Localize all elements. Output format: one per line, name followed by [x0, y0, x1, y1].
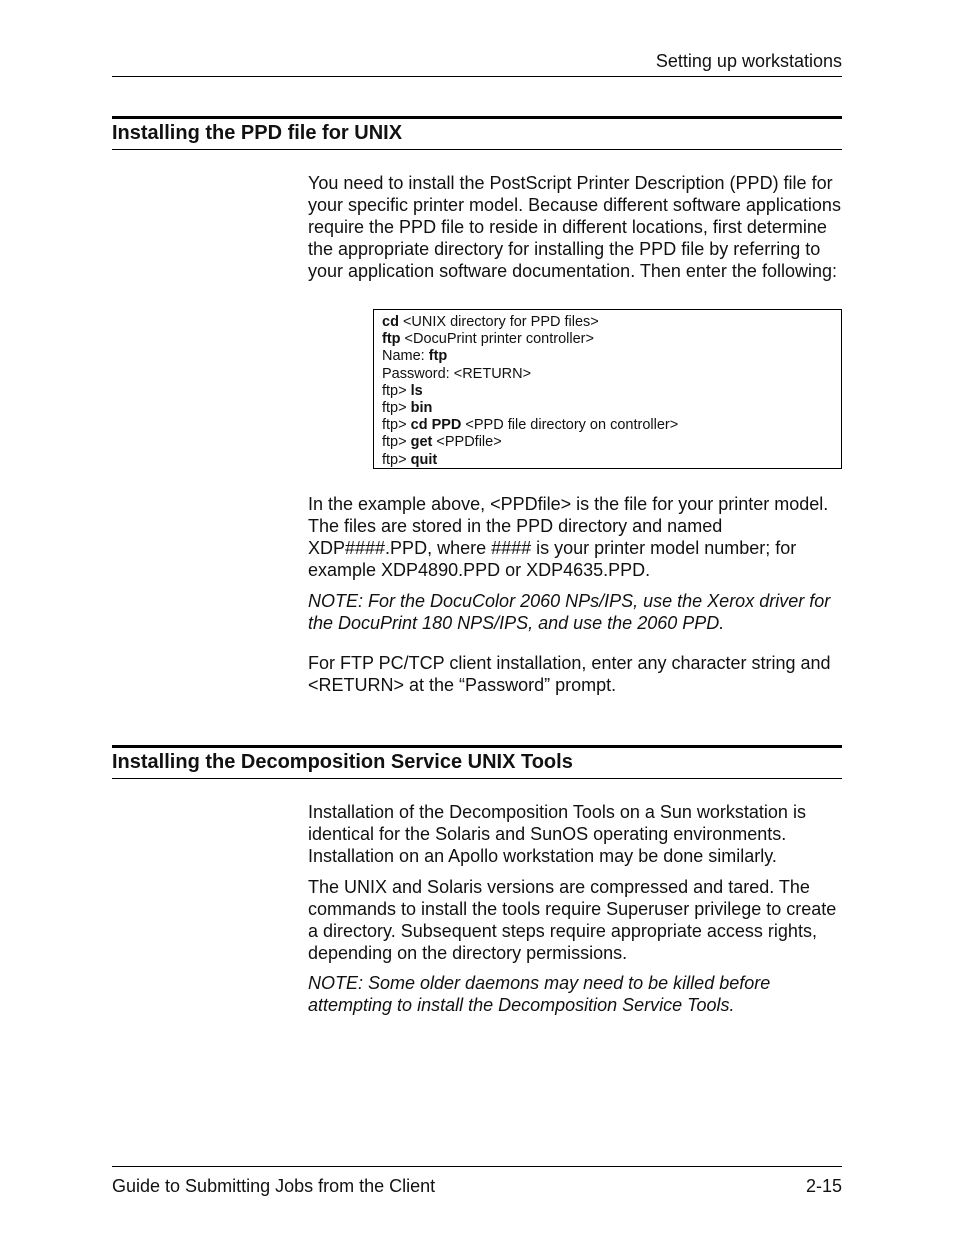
ftp-client-note-text: For FTP PC/TCP client installation, enter any character string and <RETURN> at the “Password” prompt. — [308, 653, 831, 695]
decomp-note-text: NOTE: Some older daemons may need to be killed before attempting to install the Decomposition Service Tools. — [308, 973, 771, 1015]
code-line — [382, 366, 833, 383]
code-argument: <PPDfile> — [432, 434, 502, 451]
section-top-rule — [112, 116, 842, 119]
code-command: cd — [382, 314, 399, 330]
ppd-note — [308, 590, 848, 634]
decomp-note — [308, 972, 848, 1016]
page-number: 2-15 — [805, 1176, 842, 1196]
section-bottom-rule — [112, 149, 842, 150]
ppd-note-text: NOTE: For the DocuColor 2060 NPs/IPS, use the Xerox driver for the DocuPrint 180 NPS/IPS, and use the 2060 PPD. — [308, 591, 831, 633]
decomp-paragraph-1 — [308, 801, 848, 867]
ppd-explanation-text: In the example above, <PPDfile> is the file for your printer model. The files are stored in the PPD directory and named XDP####.PPD, where #### is your printer model number; for example XDP4890.PPD or XDP4635.PPD. — [308, 494, 829, 580]
code-line — [382, 383, 833, 400]
ftp-client-note — [308, 652, 848, 696]
code-line — [382, 314, 833, 331]
ppd-intro-text: You need to install the PostScript Printer Description (PPD) file for your specific printer model. Because different software applications require the PPD file to reside in different locations, first determine the appropriate directory for installing the PPD file by referring to your application software documentation. Then enter the following: — [308, 173, 841, 281]
section-bottom-rule — [112, 778, 842, 779]
ppd-explanation — [308, 493, 848, 581]
decomp-paragraph-2-text: The UNIX and Solaris versions are compressed and tared. The commands to install the tools require Superuser privilege to create a directory. Subsequent steps require appropriate access rights, depending on the directory permissions. — [308, 877, 837, 963]
code-line — [382, 400, 833, 417]
code-prompt: Name: — [382, 348, 429, 365]
header-rule — [112, 76, 842, 77]
code-prompt: ftp> — [382, 382, 411, 399]
code-lines — [382, 314, 833, 469]
section-heading-ppd: Installing the PPD file for UNIX — [112, 122, 403, 144]
code-line — [382, 417, 833, 434]
running-header: Setting up workstations — [655, 51, 842, 71]
footer-rule — [112, 1166, 842, 1167]
section-heading-decomposition: Installing the Decomposition Service UNIX Tools — [112, 751, 573, 773]
ftp-command-box — [373, 309, 842, 469]
code-command: cd PPD — [410, 417, 462, 434]
code-prompt: ftp> — [382, 434, 411, 451]
section-top-rule — [112, 745, 842, 748]
code-command: ls — [410, 382, 423, 399]
code-line — [382, 452, 833, 469]
code-argument: <DocuPrint printer controller> — [400, 331, 594, 348]
code-line — [382, 434, 833, 451]
code-prompt: Password: <RETURN> — [382, 365, 532, 382]
footer-title: Guide to Submitting Jobs from the Client — [112, 1176, 436, 1196]
decomp-paragraph-2 — [308, 876, 848, 964]
code-prompt: ftp> — [382, 400, 411, 417]
decomp-paragraph-1-text: Installation of the Decomposition Tools on a Sun workstation is identical for the Solaris and SunOS operating environments. Installation on an Apollo workstation may be done similarly. — [308, 802, 806, 866]
ppd-intro-paragraph — [308, 172, 848, 282]
code-line — [382, 348, 833, 365]
code-command: ftp — [428, 348, 448, 365]
code-command: bin — [410, 400, 433, 417]
code-line — [382, 331, 833, 348]
code-prompt: ftp> — [382, 417, 411, 434]
code-command: ftp — [382, 331, 401, 348]
code-command: get — [410, 434, 433, 451]
code-prompt: ftp> — [382, 451, 411, 468]
code-command: quit — [410, 451, 438, 468]
code-argument: <PPD file directory on controller> — [461, 417, 679, 434]
code-argument: <UNIX directory for PPD files> — [398, 314, 599, 330]
